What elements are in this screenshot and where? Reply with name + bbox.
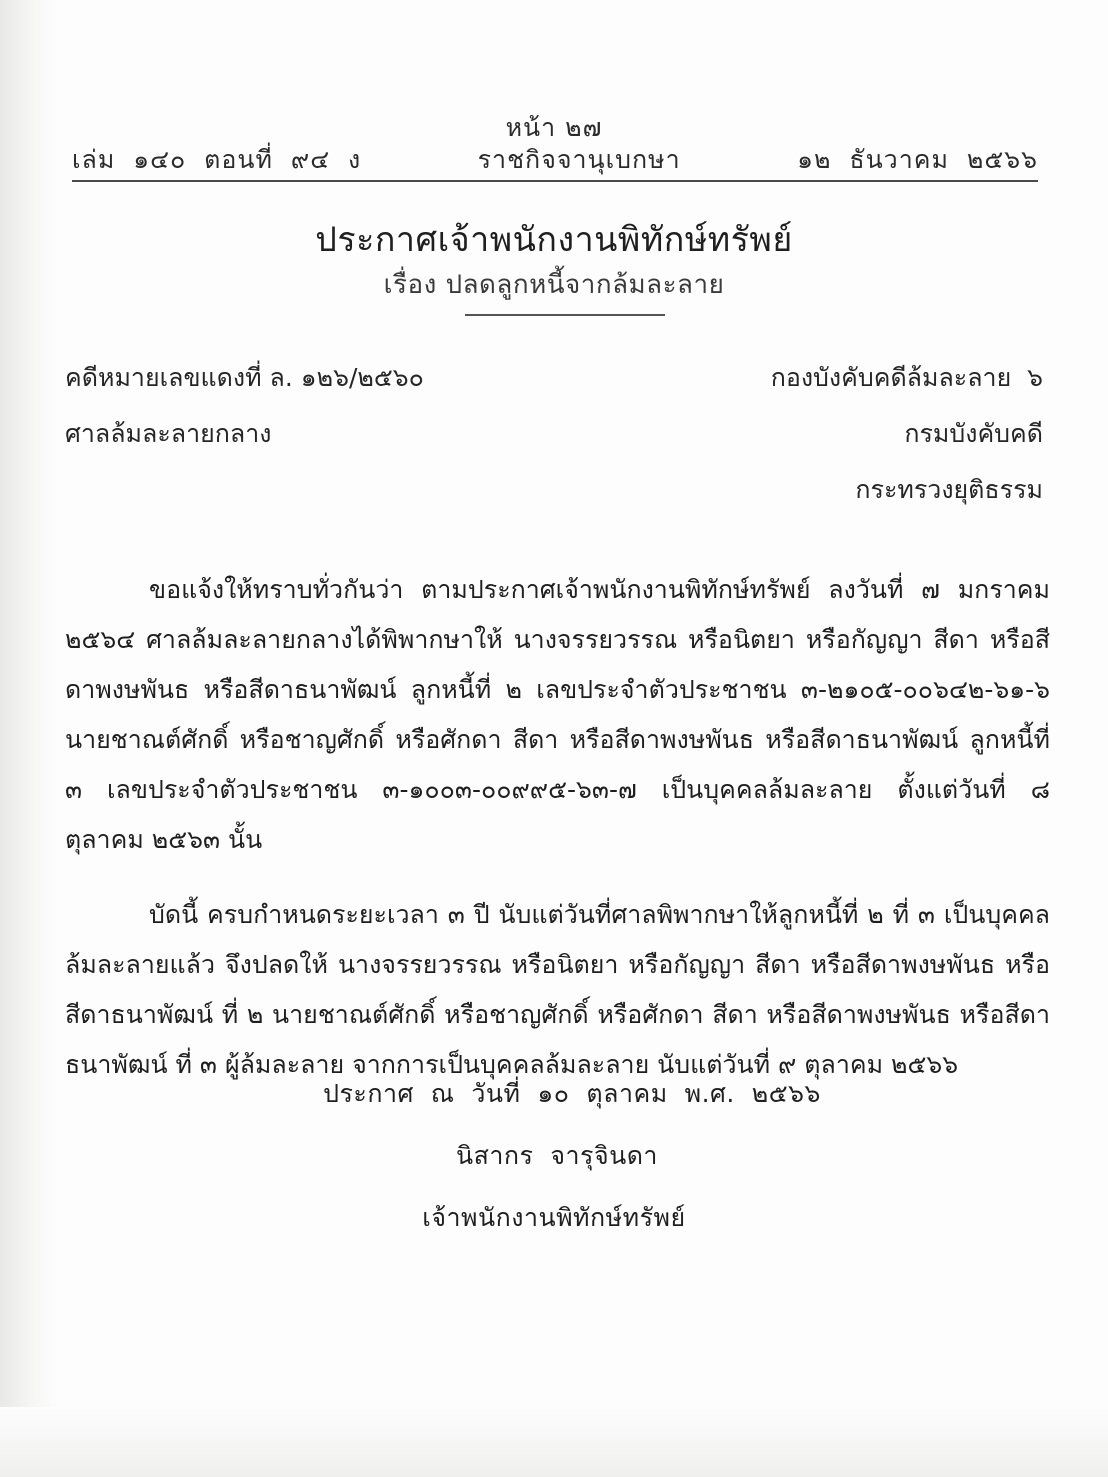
header-volume-issue: เล่ม ๑๔๐ ตอนที่ ๙๔ ง — [72, 145, 362, 174]
ministry-name: กระทรวงยุติธรรม — [855, 475, 1043, 504]
court-name: ศาลล้มละลายกลาง — [65, 419, 272, 448]
signatory-role: เจ้าพนักงานพิทักษ์ทรัพย์ — [422, 1203, 686, 1232]
header-divider — [72, 180, 1038, 182]
case-number: คดีหมายเลขแดงที่ ล. ๑๒๖/๒๕๖๐ — [65, 363, 424, 392]
division-name: กองบังคับคดีล้มละลาย ๖ — [770, 363, 1043, 392]
document-body — [65, 540, 1050, 1096]
signatory-name: นิสากร จารุจินดา — [456, 1141, 658, 1170]
title-divider — [465, 314, 665, 316]
meta-row — [65, 470, 1043, 510]
body-paragraph-1: ขอแจ้งให้ทราบทั่วกันว่า ตามประกาศเจ้าพนักงานพิทักษ์ทรัพย์ ลงวันที่ ๗ มกราคม ๒๕๖๔ ศาลล้มละลายกลางได้พิพากษาให้ นางจรรยวรรณ หรือนิตยา หรือกัญญา สีดา หรือสีดาพงษพันธ หรือสีดาธนาพัฒน์ ลูกหนี้ที่ ๒ เลขประจำตัวประชาชน ๓-๒๑๐๕-๐๐๖๔๒-๖๑-๖ นายชาณต์ศักดิ์ หรือชาญศักดิ์ หรือศักดา สีดา หรือสีดาพงษพันธ หรือสีดาธนาพัฒน์ ลูกหนี้ที่ ๓ เลขประจำตัวประชาชน ๓-๑๐๐๓-๐๐๙๙๕-๖๓-๗ เป็นบุคคลล้มละลาย ตั้งแต่วันที่ ๘ ตุลาคม ๒๕๖๓ นั้น — [65, 575, 1050, 854]
body-paragraph-2: บัดนี้ ครบกำหนดระยะเวลา ๓ ปี นับแต่วันที่ศาลพิพากษาให้ลูกหนี้ที่ ๒ ที่ ๓ เป็นบุคคลล้มละลายแล้ว จึงปลดให้ นางจรรยวรรณ หรือนิตยา หรือกัญญา สีดา หรือสีดาพงษพันธ หรือสีดาธนาพัฒน์ ที่ ๒ นายชาณต์ศักดิ์ หรือชาญศักดิ์ หรือศักดา สีดา หรือสีดาพงษพันธ หรือสีดาธนาพัฒน์ ที่ ๓ ผู้ล้มละลาย จากการเป็นบุคคลล้มละลาย นับแต่วันที่ ๙ ตุลาคม ๒๕๖๖ — [65, 900, 1050, 1079]
signature-block — [0, 1074, 1108, 1260]
meta-row — [65, 358, 1043, 398]
document-meta — [65, 358, 1043, 526]
header-date: ๑๒ ธันวาคม ๒๕๖๖ — [797, 145, 1038, 174]
meta-row — [65, 414, 1043, 454]
department-name: กรมบังคับคดี — [904, 419, 1043, 448]
page-number-label: หน้า ๒๗ — [505, 113, 603, 142]
gazette-header — [72, 140, 1038, 180]
announcement-date: ประกาศ ณ วันที่ ๑๐ ตุลาคม พ.ศ. ๒๕๖๖ — [323, 1079, 821, 1108]
page-subtitle: เรื่อง ปลดลูกหนี้จากล้มละลาย — [383, 270, 725, 300]
page-title: ประกาศเจ้าพนักงานพิทักษ์ทรัพย์ — [315, 220, 793, 260]
header-gazette-name: ราชกิจจานุเบกษา — [477, 145, 681, 174]
